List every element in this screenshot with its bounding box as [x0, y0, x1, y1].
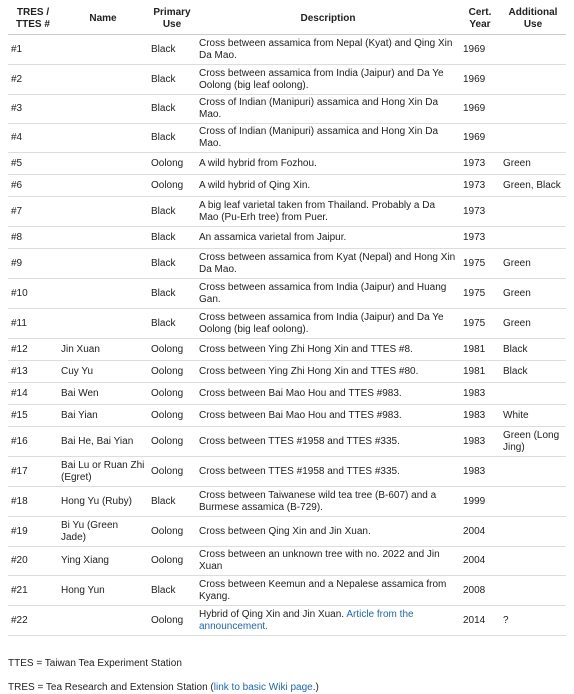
cell-id: #13: [8, 361, 58, 383]
cell-name: Jin Xuan: [58, 339, 148, 361]
cell-additional-use: Green (Long Jing): [500, 427, 566, 457]
cell-description: Cross between Qing Xin and Jin Xuan.: [196, 517, 460, 547]
cell-description: A wild hybrid of Qing Xin.: [196, 175, 460, 197]
cell-additional-use: [500, 487, 566, 517]
cell-additional-use: [500, 383, 566, 405]
table-row: [8, 35, 566, 65]
cell-cert-year: 2004: [460, 547, 500, 576]
cell-primary-use: Oolong: [148, 427, 196, 457]
cell-name: Bai Lu or Ruan Zhi (Egret): [58, 457, 148, 487]
cell-id: #4: [8, 124, 58, 153]
cell-primary-use: Black: [148, 309, 196, 339]
cell-id: #7: [8, 197, 58, 227]
cell-primary-use: Black: [148, 197, 196, 227]
tres-note: [8, 682, 566, 694]
table-row: [8, 361, 566, 383]
table-row: [8, 547, 566, 576]
table-row: [8, 153, 566, 175]
wiki-link[interactable]: link to basic Wiki page: [213, 682, 313, 693]
cell-id: #9: [8, 249, 58, 279]
cell-additional-use: Green: [500, 153, 566, 175]
cell-name: Ying Xiang: [58, 547, 148, 576]
cell-id: #6: [8, 175, 58, 197]
cell-additional-use: [500, 124, 566, 153]
cell-name: [58, 124, 148, 153]
cell-additional-use: [500, 517, 566, 547]
cell-additional-use: [500, 547, 566, 576]
cell-description: Cross between assamica from Nepal (Kyat) and Qing Xin Da Mao.: [196, 35, 460, 65]
cell-name: Bai He, Bai Yian: [58, 427, 148, 457]
cell-cert-year: 1969: [460, 95, 500, 124]
cell-primary-use: Black: [148, 576, 196, 606]
cell-id: #15: [8, 405, 58, 427]
cell-additional-use: Black: [500, 361, 566, 383]
table-row: [8, 576, 566, 606]
table-row: [8, 339, 566, 361]
cell-description: A big leaf varietal taken from Thailand. Probably a Da Mao (Pu-Erh tree) from Puer.: [196, 197, 460, 227]
cell-id: #3: [8, 95, 58, 124]
cell-additional-use: [500, 95, 566, 124]
table-body: [8, 35, 566, 636]
cell-cert-year: 1973: [460, 227, 500, 249]
col-header-cert-year: Cert. Year: [460, 4, 500, 35]
cell-description: Cross between Bai Mao Hou and TTES #983.: [196, 383, 460, 405]
cell-description: Cross between Ying Zhi Hong Xin and TTES #8.: [196, 339, 460, 361]
table-row: [8, 487, 566, 517]
cell-cert-year: 1983: [460, 427, 500, 457]
cell-description: Cross of Indian (Manipuri) assamica and Hong Xin Da Mao.: [196, 95, 460, 124]
cell-primary-use: Oolong: [148, 175, 196, 197]
table-row: [8, 197, 566, 227]
cell-primary-use: Black: [148, 95, 196, 124]
cell-id: #16: [8, 427, 58, 457]
cell-cert-year: 1999: [460, 487, 500, 517]
cell-name: Bai Wen: [58, 383, 148, 405]
col-header-description: Description: [196, 4, 460, 35]
cell-name: [58, 95, 148, 124]
table-row: [8, 383, 566, 405]
cell-id: #22: [8, 606, 58, 636]
cell-cert-year: 1981: [460, 339, 500, 361]
tres-note-suffix: .): [312, 682, 319, 693]
col-header-additional-use: Additional Use: [500, 4, 566, 35]
table-row: [8, 427, 566, 457]
footnotes: [8, 658, 566, 694]
cell-id: #18: [8, 487, 58, 517]
cell-primary-use: Black: [148, 487, 196, 517]
table-row: [8, 65, 566, 95]
cell-primary-use: Oolong: [148, 517, 196, 547]
cell-name: [58, 65, 148, 95]
cell-description: An assamica varietal from Jaipur.: [196, 227, 460, 249]
cell-additional-use: [500, 65, 566, 95]
cell-primary-use: Oolong: [148, 383, 196, 405]
cell-additional-use: Green: [500, 249, 566, 279]
cell-id: #2: [8, 65, 58, 95]
announcement-link[interactable]: Article from the announcement.: [199, 608, 414, 632]
cell-id: #1: [8, 35, 58, 65]
cell-primary-use: Black: [148, 35, 196, 65]
cell-name: [58, 249, 148, 279]
cell-cert-year: 1975: [460, 309, 500, 339]
ttes-note: TTES = Taiwan Tea Experiment Station: [8, 658, 182, 669]
cell-name: [58, 153, 148, 175]
cell-cert-year: 1981: [460, 361, 500, 383]
col-header-name: Name: [58, 4, 148, 35]
cell-name: Bi Yu (Green Jade): [58, 517, 148, 547]
table-row: [8, 95, 566, 124]
cell-additional-use: [500, 227, 566, 249]
cell-additional-use: [500, 576, 566, 606]
cell-cert-year: 2008: [460, 576, 500, 606]
cell-additional-use: Green, Black: [500, 175, 566, 197]
cell-name: [58, 175, 148, 197]
cell-cert-year: 1973: [460, 197, 500, 227]
cell-cert-year: 1973: [460, 153, 500, 175]
cell-description: Cross between Taiwanese wild tea tree (B-607) and a Burmese assamica (B-729).: [196, 487, 460, 517]
table-row: [8, 227, 566, 249]
cell-name: [58, 227, 148, 249]
cell-name: Hong Yu (Ruby): [58, 487, 148, 517]
cell-name: Cuy Yu: [58, 361, 148, 383]
table-row: [8, 249, 566, 279]
cell-cert-year: 1969: [460, 35, 500, 65]
table-row: [8, 517, 566, 547]
cell-primary-use: Oolong: [148, 339, 196, 361]
cell-id: #19: [8, 517, 58, 547]
tea-cultivar-table: [8, 4, 566, 636]
cell-primary-use: Black: [148, 227, 196, 249]
cell-id: #14: [8, 383, 58, 405]
table-row: [8, 279, 566, 309]
header-row: [8, 4, 566, 35]
cell-name: [58, 309, 148, 339]
cell-cert-year: 1983: [460, 383, 500, 405]
cell-primary-use: Oolong: [148, 405, 196, 427]
cell-description: Cross of Indian (Manipuri) assamica and Hong Xin Da Mao.: [196, 124, 460, 153]
cell-id: #8: [8, 227, 58, 249]
cell-cert-year: 1969: [460, 124, 500, 153]
cell-cert-year: 1983: [460, 405, 500, 427]
table-row: [8, 457, 566, 487]
cell-primary-use: Black: [148, 279, 196, 309]
cell-additional-use: [500, 197, 566, 227]
cell-name: Bai Yian: [58, 405, 148, 427]
cell-id: #17: [8, 457, 58, 487]
cell-primary-use: Oolong: [148, 547, 196, 576]
cell-name: [58, 35, 148, 65]
cell-description: Cross between an unknown tree with no. 2022 and Jin Xuan: [196, 547, 460, 576]
table-row: [8, 175, 566, 197]
cell-description: Cross between assamica from India (Jaipur) and Da Ye Oolong (big leaf oolong).: [196, 309, 460, 339]
cell-id: #21: [8, 576, 58, 606]
table-row: [8, 124, 566, 153]
cell-additional-use: Green: [500, 309, 566, 339]
table-row: [8, 309, 566, 339]
cell-id: #20: [8, 547, 58, 576]
tres-note-prefix: TRES = Tea Research and Extension Station (: [8, 682, 214, 693]
cell-additional-use: [500, 35, 566, 65]
cell-name: [58, 279, 148, 309]
cell-id: #12: [8, 339, 58, 361]
cell-primary-use: Oolong: [148, 153, 196, 175]
cell-additional-use: Black: [500, 339, 566, 361]
cell-description: Cross between TTES #1958 and TTES #335.: [196, 427, 460, 457]
cell-cert-year: 1973: [460, 175, 500, 197]
cell-additional-use: White: [500, 405, 566, 427]
cell-id: #11: [8, 309, 58, 339]
cell-additional-use: ?: [500, 606, 566, 636]
cell-description: Cross between Keemun and a Nepalese assamica from Kyang.: [196, 576, 460, 606]
cell-description: Cross between Bai Mao Hou and TTES #983.: [196, 405, 460, 427]
cell-cert-year: 1975: [460, 279, 500, 309]
cell-primary-use: Oolong: [148, 457, 196, 487]
cell-primary-use: Black: [148, 124, 196, 153]
cell-description: Cross between assamica from India (Jaipur) and Da Ye Oolong (big leaf oolong).: [196, 65, 460, 95]
description-text: Hybrid of Qing Xin and Jin Xuan.: [199, 608, 345, 620]
cell-name: [58, 606, 148, 636]
cell-primary-use: Oolong: [148, 606, 196, 636]
cell-cert-year: 2004: [460, 517, 500, 547]
cell-name: Hong Yun: [58, 576, 148, 606]
cell-cert-year: 1969: [460, 65, 500, 95]
cell-id: #5: [8, 153, 58, 175]
col-header-id: TRES / TTES #: [8, 4, 58, 35]
table-row: [8, 405, 566, 427]
table-row: [8, 606, 566, 636]
cell-primary-use: Black: [148, 249, 196, 279]
cell-cert-year: 1975: [460, 249, 500, 279]
cell-additional-use: Green: [500, 279, 566, 309]
cell-name: [58, 197, 148, 227]
cell-cert-year: 2014: [460, 606, 500, 636]
cell-additional-use: [500, 457, 566, 487]
cell-id: #10: [8, 279, 58, 309]
cell-description: Cross between Ying Zhi Hong Xin and TTES #80.: [196, 361, 460, 383]
cell-description: Cross between TTES #1958 and TTES #335.: [196, 457, 460, 487]
cell-primary-use: Oolong: [148, 361, 196, 383]
cell-description: Cross between assamica from India (Jaipur) and Huang Gan.: [196, 279, 460, 309]
cell-description: [196, 606, 460, 636]
cell-primary-use: Black: [148, 65, 196, 95]
col-header-primary-use: Primary Use: [148, 4, 196, 35]
cell-description: Cross between assamica from Kyat (Nepal) and Hong Xin Da Mao.: [196, 249, 460, 279]
cell-description: A wild hybrid from Fozhou.: [196, 153, 460, 175]
cell-cert-year: 1983: [460, 457, 500, 487]
